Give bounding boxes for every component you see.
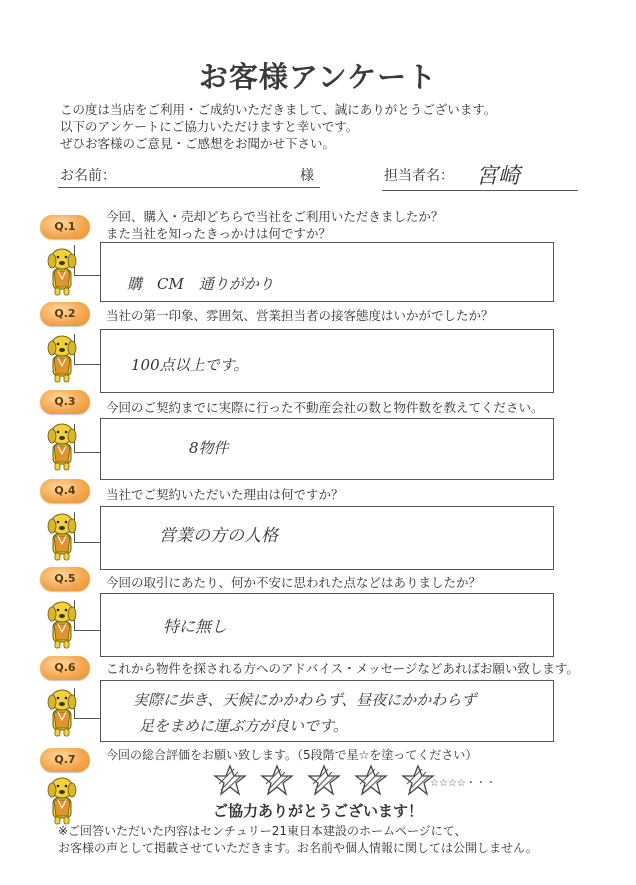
q1-line: また当社を知ったきっかけは何ですか？ [106,226,332,241]
name-underline [58,187,320,188]
q5-badge: Q.5 [40,567,90,591]
page-title: お客様アンケート [198,60,438,94]
q6-answer-line: 実際に歩き、天候にかかわらず、昼夜にかかわらず [133,691,477,709]
dog-mascot-icon [44,332,80,384]
q5-answer: 特に無し [163,617,228,636]
q5-answer-box[interactable] [100,593,554,657]
q5-text [106,574,606,591]
q6-badge: Q.6 [40,656,90,680]
thanks-message: ご協力ありがとうございます！ [212,802,423,820]
intro-line: 以下のアンケートにご協力いただけますと幸いです。 [60,119,359,134]
q4-text [106,486,606,503]
star-icon[interactable] [353,764,389,796]
q1-text [106,208,606,242]
q4-answer: 営業の方の人格 [159,526,278,546]
dog-mascot-icon [44,598,80,650]
q1-line: 今回、購入・売却どちらで当社をご利用いただきましたか？ [106,209,444,224]
footnote-line: お客様の声として掲載させていただきます。お名前や個人情報に関しては公開しません。 [58,841,538,855]
q3-line: 今回のご契約までに実際に行った不動産会社の数と物件数を教えてください。 [106,400,544,415]
q7-badge: Q.7 [40,748,90,772]
rating-hint: ☆☆☆☆・・・ [430,778,496,789]
star-icon[interactable] [259,764,295,796]
dog-mascot-icon [44,420,80,472]
q6-answer-box[interactable] [100,680,554,742]
footnote [58,823,628,857]
name-label: お名前： [60,168,116,184]
q4-badge: Q.4 [40,479,90,503]
q1-badge: Q.1 [40,215,90,239]
q7-line: 今回の総合評価をお願い致します。（5段階で星☆を塗ってください） [106,748,478,762]
q4-line: 当社でご契約いただいた理由は何ですか？ [106,487,344,502]
staff-underline [382,190,578,191]
q2-answer-box[interactable] [100,329,554,393]
dog-mascot-icon [44,686,80,738]
q6-answer-line: 足をまめに運ぶ方が良いです。 [139,717,348,735]
dog-mascot-icon [44,245,80,297]
intro-line: ぜひお客様のご意見・ご感想をお聞かせ下さい。 [60,136,336,151]
footnote-line: ※ご回答いただいた内容はセンチュリー21東日本建設のホームページにて、 [58,824,467,838]
q6-text [106,660,606,677]
q2-answer: 100点以上です。 [131,356,249,374]
star-icon[interactable] [306,764,342,796]
q2-text [106,307,606,324]
star-icon[interactable] [212,764,248,796]
q2-line: 当社の第一印象、雰囲気、営業担当者の接客態度はいかがでしたか？ [106,308,494,323]
q3-badge: Q.3 [40,390,90,414]
staff-label: 担当者名： [384,168,454,184]
rating-stars [212,764,442,794]
intro-text [60,101,620,152]
q2-badge: Q.2 [40,302,90,326]
honorific-label: 様 [300,168,314,184]
staff-name-field[interactable]: 宮崎 [476,164,521,189]
q6-line: これから物件を探される方へのアドバイス・メッセージなどあればお願い致します。 [106,661,579,676]
q1-answer: 購 CM 通りがかり [127,275,274,293]
q3-text [106,399,606,416]
q4-answer-box[interactable] [100,506,554,570]
q7-text [106,747,606,764]
q1-answer-box[interactable] [100,242,554,302]
dog-mascot-icon [44,774,80,826]
q3-answer: 8物件 [189,439,229,457]
intro-line: この度は当店をご利用・ご成約いただきまして、誠にありがとうございます。 [60,102,497,117]
q3-answer-box[interactable] [100,418,554,480]
dog-mascot-icon [44,510,80,562]
q5-line: 今回の取引にあたり、何か不安に思われた点などはありましたか？ [106,575,482,590]
